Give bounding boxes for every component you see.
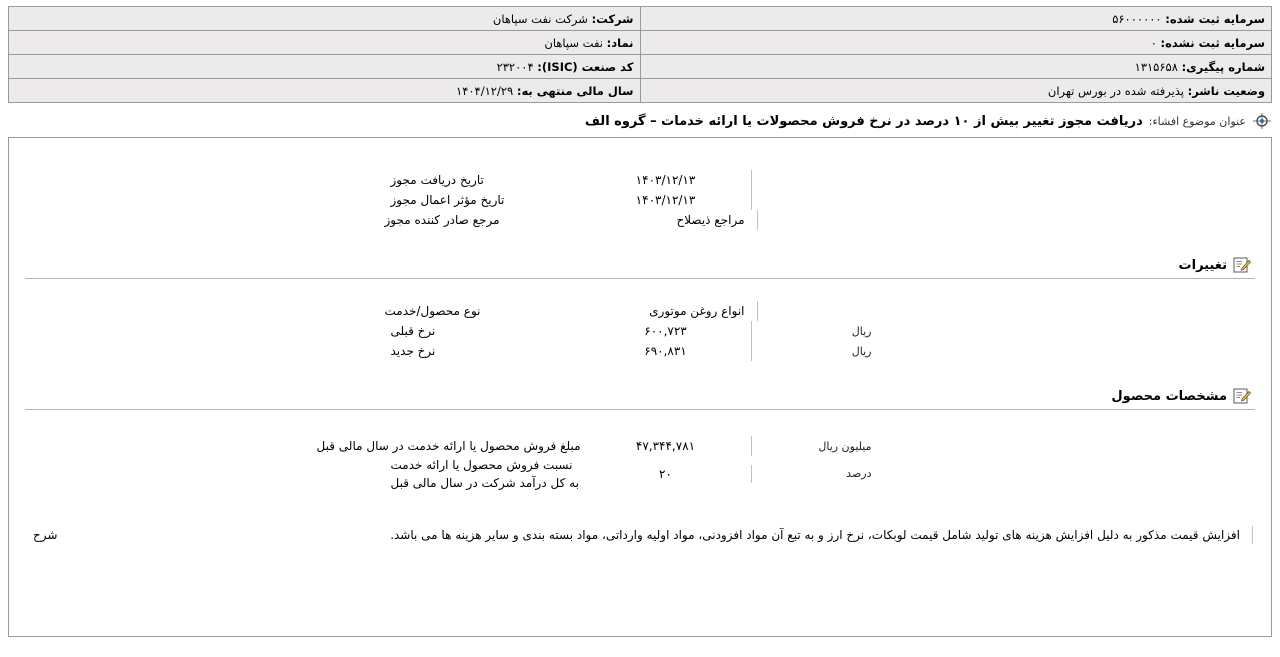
table-row bbox=[9, 31, 1272, 55]
description-label: شرح bbox=[33, 528, 58, 542]
disclosure-subject bbox=[8, 111, 1272, 131]
previous-rate-unit: ریال bbox=[851, 325, 872, 338]
issuer-status-cell bbox=[640, 79, 1272, 103]
pencil-edit-icon bbox=[1233, 256, 1251, 274]
sales-amount-unit: میلیون ریال bbox=[818, 440, 872, 453]
permit-receive-date-row bbox=[25, 170, 1255, 190]
section-header-changes bbox=[25, 256, 1255, 274]
company-name-cell bbox=[9, 7, 641, 31]
unregistered-capital-cell bbox=[640, 31, 1272, 55]
disclosure-body bbox=[8, 137, 1272, 637]
permit-issuer-label: مرجع صادر کننده مجوز bbox=[384, 213, 500, 227]
sales-amount-value: ۴۷,۳۴۴,۷۸۱ bbox=[581, 436, 752, 456]
new-rate-label: نرخ جدید bbox=[390, 344, 436, 358]
isic-code-value: ۲۳۲۰۰۴ bbox=[496, 59, 534, 74]
sales-ratio-row bbox=[25, 456, 1255, 492]
tracking-number-cell bbox=[640, 55, 1272, 79]
target-icon bbox=[1252, 112, 1272, 130]
symbol-value: نفت سپاهان bbox=[544, 35, 603, 50]
sales-ratio-unit: درصد bbox=[846, 467, 872, 480]
table-row bbox=[9, 7, 1272, 31]
new-rate-value: ۶۹۰,۸۳۱ bbox=[581, 341, 752, 361]
company-name-value: شرکت نفت سپاهان bbox=[492, 11, 588, 26]
registered-capital-cell bbox=[640, 7, 1272, 31]
tracking-number-value: ۱۳۱۵۶۵۸ bbox=[1134, 59, 1178, 74]
permit-receive-date-label: تاریخ دریافت مجوز bbox=[390, 173, 484, 187]
permit-effective-date-row bbox=[25, 190, 1255, 210]
subject-title: دریافت مجوز تغییر بیش از ۱۰ درصد در نرخ فروش محصولات یا ارائه خدمات – گروه الف bbox=[584, 113, 1143, 129]
product-specs-block bbox=[25, 436, 1255, 492]
unregistered-capital-value: ۰ bbox=[1150, 35, 1157, 50]
description-row bbox=[25, 526, 1255, 544]
fiscal-year-cell bbox=[9, 79, 641, 103]
permit-info-block bbox=[25, 170, 1255, 230]
previous-rate-label: نرخ قبلی bbox=[390, 324, 436, 338]
symbol-label: نماد: bbox=[606, 35, 634, 50]
product-type-row bbox=[25, 301, 1255, 321]
company-name-label: شرکت: bbox=[591, 11, 634, 26]
product-type-value: انواع روغن موتوری bbox=[575, 301, 758, 321]
subject-prefix: عنوان موضوع افشاء: bbox=[1148, 114, 1246, 128]
pencil-edit-icon bbox=[1233, 387, 1251, 405]
sales-amount-row bbox=[25, 436, 1255, 456]
permit-effective-date-value: ۱۴۰۳/۱۲/۱۳ bbox=[581, 190, 752, 210]
permit-effective-date-label: تاریخ مؤثر اعمال مجوز bbox=[390, 193, 505, 207]
company-info-table bbox=[8, 6, 1272, 103]
table-row bbox=[9, 79, 1272, 103]
symbol-cell bbox=[9, 31, 641, 55]
unregistered-capital-label: سرمایه ثبت نشده: bbox=[1160, 35, 1265, 50]
description-text: افزایش قیمت مذکور به دلیل افزایش هزینه های تولید شامل قیمت لوبکات، نرخ ارز و به تبع آن مواد افزودنی، مواد اولیه وارداتی، مواد بسته بندی و سایر هزینه ها می باشد. bbox=[223, 526, 1253, 544]
section-title-product-specs: مشخصات محصول bbox=[1111, 388, 1227, 404]
previous-rate-value: ۶۰۰,۷۲۳ bbox=[581, 321, 752, 341]
section-header-product-specs bbox=[25, 387, 1255, 405]
fiscal-year-value: ۱۴۰۴/۱۲/۲۹ bbox=[456, 83, 514, 98]
changes-block bbox=[25, 301, 1255, 361]
sales-ratio-label: نسبت فروش محصول یا ارائه خدمت به کل درآمد شرکت در سال مالی قبل bbox=[390, 458, 579, 490]
isic-code-cell bbox=[9, 55, 641, 79]
sales-ratio-value: ۲۰ bbox=[581, 465, 752, 483]
section-divider bbox=[25, 409, 1255, 410]
registered-capital-label: سرمایه ثبت شده: bbox=[1165, 11, 1265, 26]
fiscal-year-label: سال مالی منتهی به: bbox=[516, 83, 634, 98]
issuer-status-value: پذیرفته شده در بورس تهران bbox=[1047, 83, 1185, 98]
section-title-changes: تغییرات bbox=[1178, 257, 1227, 273]
table-row bbox=[9, 55, 1272, 79]
section-divider bbox=[25, 278, 1255, 279]
tracking-number-label: شماره پیگیری: bbox=[1181, 59, 1265, 74]
registered-capital-value: ۵۶۰۰۰۰۰۰ bbox=[1112, 11, 1162, 26]
new-rate-unit: ریال bbox=[851, 345, 872, 358]
new-rate-row bbox=[25, 341, 1255, 361]
product-type-label: نوع محصول/خدمت bbox=[384, 304, 481, 318]
permit-receive-date-value: ۱۴۰۳/۱۲/۱۳ bbox=[581, 170, 752, 190]
permit-issuer-value: مراجع ذیصلاح bbox=[575, 210, 758, 230]
previous-rate-row bbox=[25, 321, 1255, 341]
isic-code-label: کد صنعت (ISIC): bbox=[537, 59, 634, 74]
issuer-status-label: وضعیت ناشر: bbox=[1187, 83, 1265, 98]
sales-amount-label: مبلغ فروش محصول یا ارائه خدمت در سال مالی قبل bbox=[316, 439, 581, 453]
permit-issuer-row bbox=[25, 210, 1255, 230]
